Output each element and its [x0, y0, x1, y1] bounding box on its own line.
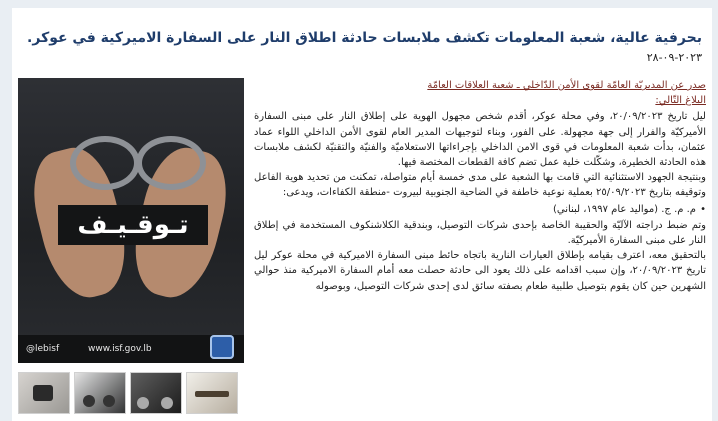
thumbnail-strip — [18, 372, 244, 416]
isf-emblem-icon — [210, 335, 234, 359]
thumbnail-object — [103, 395, 115, 407]
paragraph-3: وتم ضبط دراجته الآليّة والحقيبة الخاصة بإحدى شركات التوصيل، وبندقية الكلاشنكوف المستخدمة في إطلاق النار على مبنى السفارة الأميركيّة. — [254, 219, 706, 247]
thumbnail-object — [83, 395, 95, 407]
handcuffs-icon — [136, 136, 206, 190]
arrest-banner: تـوقـيـف — [58, 205, 208, 245]
paragraph-1: ليل تاريخ ٢٠/٠٩/٢٠٢٣، وفي محلة عوكر، أقدم شخص مجهول الهوية على إطلاق النار على مبنى السفارة الأميركيّة والفرار إلى جهة مجهولة. على الفور، وبناء لتوجيهات المدير العام لقوى الأمن الداخلي اللواء عماد عثمان، بدأت شعبة المعلومات في قوى الامن الداخلي بإجراءاتها الاستعلاميّة والفنيّة والتقنيّة لكشف ملابسات هذه الحادثة الخطيرة، وشكّلت خلية عمل تضم كافة القطعات المختصة فيها. — [254, 111, 706, 169]
article-page — [12, 8, 712, 421]
source-line: صدر عن المديريّة العامّة لقوى الأمن الدّاخلي ـ شعبة العلاقات العامّة — [427, 80, 706, 91]
suspect-bullet: • م. م. ج. (مواليد عام ١٩٩٧، لبناني) — [254, 202, 706, 217]
paragraph-2: وبنتيجة الجهود الاستثنائية التي قامت بها الشعبة على مدى خمسة أيام متواصلة، تمكنت من تحديد هوية الفاعل وتوقيفه بتاريخ ٢٥/٠٩/٢٠٢٣ بعملية نوعية خاطفة في الضاحية الجنوبية لبيروت -منطقة الكفاءات، ويدعى: — [254, 172, 706, 199]
article-body — [254, 78, 706, 294]
article-title: بحرفية عالية، شعبة المعلومات تكشف ملابسات حادثة اطلاق النار على السفارة الاميركية في عوكر. — [27, 30, 702, 46]
paragraph-4: بالتحقيق معه، اعترف بقيامه بإطلاق العيارات النارية باتجاه حائط مبنى السفارة الاميركية في محلة عوكر ليل تاريخ ٢٠/٠٩/٢٠٢٣، وإن سبب اقدامه على ذلك يعود الى حادثة حصلت معه أمام السفارة الاميركية منذ حوالي الشهرين حين كان يقوم بتوصيل طلبية طعام بصفته سائق لدى إحدى شركات التوصيل، وبوصوله — [254, 250, 707, 292]
thumbnail-4[interactable] — [186, 372, 238, 414]
thumbnail-object — [195, 391, 229, 397]
thumbnail-3[interactable] — [130, 372, 182, 414]
social-handle: @lebisf — [26, 344, 60, 354]
handcuffs-icon — [70, 136, 140, 190]
thumbnail-2[interactable] — [74, 372, 126, 414]
thumbnail-object — [33, 385, 53, 401]
arrest-photo[interactable] — [18, 78, 244, 363]
thumbnail-object — [137, 397, 149, 409]
thumbnail-object — [161, 397, 173, 409]
article-date: ٢٠٢٣-٠٩-٢٨ — [646, 51, 702, 64]
thumbnail-1[interactable] — [18, 372, 70, 414]
communique-label: البلاغ التّالي: — [655, 95, 706, 107]
website-link[interactable]: www.isf.gov.lb — [88, 344, 152, 354]
